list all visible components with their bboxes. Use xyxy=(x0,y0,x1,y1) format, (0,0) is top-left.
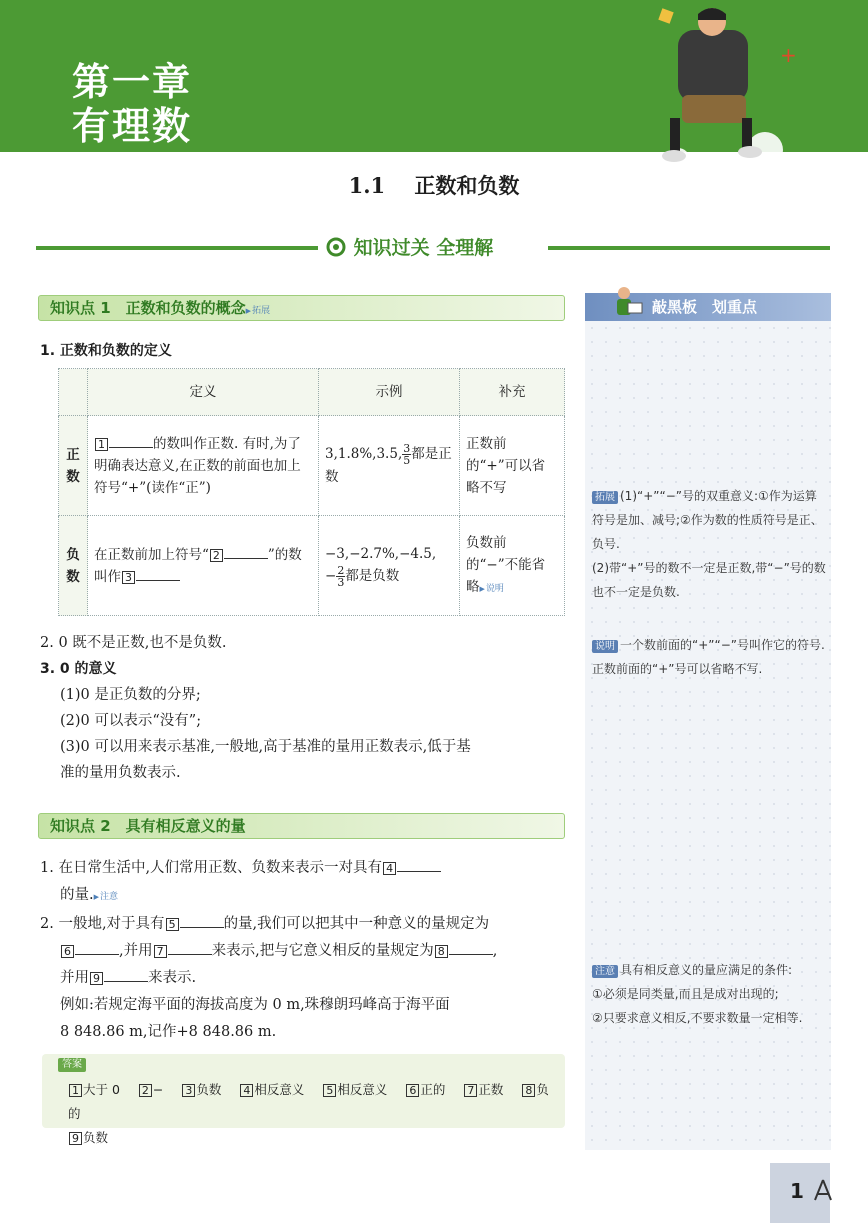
p2-item1: 1. 在日常生活中,人们常用正数、负数来表示一对具有 4 xyxy=(40,855,565,882)
sidebar-note-explain: 说明 一个数前面的“+”“−”号叫作它的符号. 正数前面的“+”号可以省略不写. xyxy=(592,638,825,676)
point1-items xyxy=(40,630,565,786)
answer-item: 2 − xyxy=(138,1082,163,1097)
answer-label: 答案 xyxy=(58,1058,86,1072)
blank-4[interactable] xyxy=(397,857,441,872)
blank-7[interactable] xyxy=(168,940,212,955)
answer-item: 3 负数 xyxy=(181,1082,221,1097)
section-number: 1.1 xyxy=(348,173,386,198)
table-row xyxy=(59,516,565,616)
table-header-row xyxy=(59,369,565,416)
sidebar-title: 敲黑板 划重点 xyxy=(652,298,758,316)
fraction-3-5: $\frac{3}{5}$ xyxy=(403,442,411,467)
example-line1: 例如:若规定海平面的海拔高度为 0 m,珠穆朗玛峰高于海平面 xyxy=(60,997,450,1013)
chapter-title xyxy=(72,60,192,148)
fraction-2-3: $\frac{2}{3}$ xyxy=(337,564,345,589)
definition-table xyxy=(58,368,565,616)
col-supplement: 补充 xyxy=(460,369,565,416)
negative-example: −3,−2.7%,−4.5, − $\frac{2}{3}$ 都是负数 xyxy=(319,516,460,616)
answer-item: 7 正数 xyxy=(463,1082,503,1097)
page-number: 1 xyxy=(790,1178,835,1203)
blank-2[interactable] xyxy=(224,544,268,559)
student-illustration xyxy=(630,0,810,180)
blank-3-label: 3 xyxy=(122,571,135,584)
table-row xyxy=(59,416,565,516)
explain-badge: 说明 xyxy=(592,640,618,653)
blank-2-label: 2 xyxy=(210,549,223,562)
positive-example: 3,1.8%,3.5, $\frac{3}{5}$ 都是正数 xyxy=(319,416,460,516)
blank-1[interactable] xyxy=(109,433,153,448)
compass-icon xyxy=(811,1178,835,1202)
item3-3-cont: 准的量用负数表示. xyxy=(60,765,181,781)
attention-badge: 注意 xyxy=(592,965,618,978)
point2-label: 知识点 2 具有相反意义的量 xyxy=(50,817,246,835)
negative-definition: 在正数前加上符号“ 2 ”的数叫作 3 xyxy=(88,516,319,616)
col-example: 示例 xyxy=(319,369,460,416)
blank-8[interactable] xyxy=(449,940,493,955)
answer-list xyxy=(68,1078,558,1150)
point1-label: 知识点 1 正数和负数的概念▶ 拓展 xyxy=(50,295,270,324)
positive-supplement: 正数前的“+”可以省略不写 xyxy=(460,416,565,516)
p2-item2: 2. 一般地,对于具有 5 的量,我们可以把其中一种意义的量规定为 xyxy=(40,911,565,938)
explain-tag: ▶ 说明 xyxy=(480,584,504,594)
row-head-positive: 正数 xyxy=(59,416,88,516)
answer-item: 6 正的 xyxy=(405,1082,445,1097)
header-rule-left xyxy=(36,246,318,250)
negative-supplement: 负数前的“−”不能省略▶ 说明 xyxy=(460,516,565,616)
header-rule-right xyxy=(548,246,830,250)
knowledge-header: 知识过关 全理解 xyxy=(325,233,545,263)
answer-item: 5 相反意义 xyxy=(322,1082,387,1097)
positive-definition: 1 的数叫作正数. 有时,为了明确表达意义,在正数的前面也加上符号“+”(读作“正”) xyxy=(88,416,319,516)
blank-1-label: 1 xyxy=(95,438,108,451)
item3-1: (1)0 是正负数的分界; xyxy=(60,687,201,703)
point2-items: 1. 在日常生活中,人们常用正数、负数来表示一对具有 4 的量.▶ 注意 2. 一般地,对于具有 5 的量,我们可以把其中一种意义的量规定为 6 ,并用 7 来表示,把与它意义相反的量规定为 8 , 并用 9 来表示. 例如:若规定海平面的海拔高度为 0 m,珠穆朗玛峰高于海平面 8 848.86 m,记作+8 848.86 m. xyxy=(40,855,565,1046)
swirl-icon xyxy=(325,236,347,258)
blank-6[interactable] xyxy=(75,940,119,955)
note-tag: ▶ 注意 xyxy=(94,892,118,902)
section-name: 正数和负数 xyxy=(414,173,520,198)
row-head-negative: 负数 xyxy=(59,516,88,616)
example-line2: 8 848.86 m,记作+8 848.86 m. xyxy=(60,1024,277,1040)
expand-badge: 拓展 xyxy=(592,491,618,504)
item3-2: (2)0 可以表示“没有”; xyxy=(60,713,202,729)
blank-9[interactable] xyxy=(104,967,148,982)
blank-5[interactable] xyxy=(180,913,224,928)
teacher-icon xyxy=(606,283,646,321)
answer-item: 1 大于 0 xyxy=(68,1082,120,1097)
chapter-number: 第一章 xyxy=(72,60,193,104)
col-definition: 定义 xyxy=(88,369,319,416)
sidebar-note-attention: 注意 具有相反意义的量应满足的条件: ①必须是同类量,而且是成对出现的; ②只要求意义相反,不要求数量一定相等. xyxy=(592,963,803,1025)
item3-title: 3. 0 的意义 xyxy=(40,661,117,677)
item2: 2. 0 既不是正数,也不是负数. xyxy=(40,635,227,651)
sidebar-note-expand: 拓展 (1)“+”“−”号的双重意义:①作为运算符号是加、减号;②作为数的性质符号是正、负号. (2)带“+”号的数不一定是正数,带“−”号的数也不一定是负数. xyxy=(592,489,826,599)
answer-item: 8 负的 xyxy=(68,1082,549,1121)
answer-item: 9 负数 xyxy=(68,1130,108,1145)
answer-item: 4 相反意义 xyxy=(239,1082,304,1097)
section-title xyxy=(0,170,868,200)
svg-text:+: + xyxy=(780,43,797,67)
item1-title: 1. 正数和负数的定义 xyxy=(40,343,172,359)
blank-3[interactable] xyxy=(136,566,180,581)
item3-3: (3)0 可以用来表示基准,一般地,高于基准的量用正数表示,低于基 xyxy=(60,739,471,755)
chapter-name: 有理数 xyxy=(72,104,193,148)
expand-tag: ▶ 拓展 xyxy=(246,306,270,316)
